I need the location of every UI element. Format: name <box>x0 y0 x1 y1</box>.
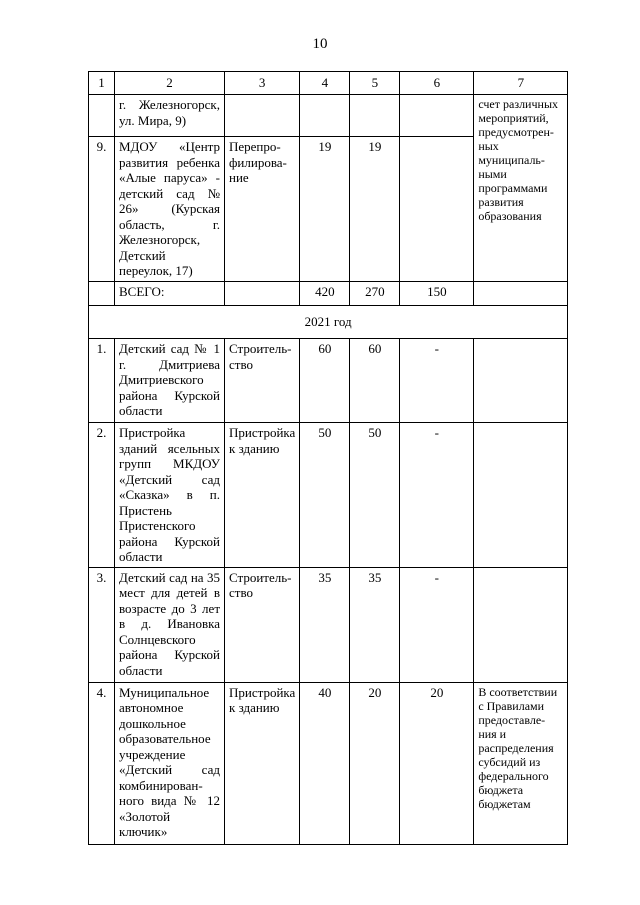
value-col4: 35 <box>300 567 350 682</box>
facility-name: МДОУ «Центр развития ребенка «Алые паруса» - детский сад № 26» (Курская область, г. Железногорск, Детский переулок, 17) <box>115 137 225 282</box>
header-cell: 6 <box>400 72 474 95</box>
facility-name: Муниципальное автономное дошкольное образовательное учреждение «Детский сад комбинирован-ного вида № 12 «Золотой ключик» <box>115 682 225 844</box>
table-row <box>89 339 568 423</box>
work-type: Перепро-филирова-ние <box>225 137 300 282</box>
value-col6: 20 <box>400 682 474 844</box>
work-type: Пристройка к зданию <box>225 423 300 568</box>
continuation-row <box>89 95 568 137</box>
row-number: 1. <box>89 339 115 423</box>
table-row <box>89 682 568 844</box>
year-heading: 2021 год <box>89 306 568 339</box>
facility-name: Пристройка зданий ясельных групп МКДОУ «Детский сад «Сказка» в п. Пристень Пристенского района Курской области <box>115 423 225 568</box>
value-col6: - <box>400 423 474 568</box>
row-number: 2. <box>89 423 115 568</box>
value-col5: 60 <box>350 339 400 423</box>
value-col5: 19 <box>350 137 400 282</box>
header-cell: 1 <box>89 72 115 95</box>
value-col5: 20 <box>350 682 400 844</box>
note-cell: счет различных мероприятий, предусмотрен-ных муниципаль-ными программами развития образования <box>474 95 568 282</box>
table-row <box>89 567 568 682</box>
note-cell <box>474 423 568 568</box>
work-type: Пристройка к зданию <box>225 682 300 844</box>
row-number: 9. <box>89 137 115 282</box>
total-label: ВСЕГО: <box>115 282 225 306</box>
value-col5: 50 <box>350 423 400 568</box>
page-number: 10 <box>312 36 328 52</box>
header-cell: 3 <box>225 72 300 95</box>
facility-name: Детский сад на 35 мест для детей в возрасте до 3 лет в д. Ивановка Солнцевского района Курской области <box>115 567 225 682</box>
value-col6: - <box>400 339 474 423</box>
value-col4: 40 <box>300 682 350 844</box>
facilities-table <box>88 71 568 845</box>
value-col6 <box>400 137 474 282</box>
row-number: 4. <box>89 682 115 844</box>
note-cell <box>474 339 568 423</box>
value-col4: 60 <box>300 339 350 423</box>
total-row <box>89 282 568 306</box>
header-cell: 4 <box>300 72 350 95</box>
note-cell <box>474 567 568 682</box>
facility-name: Детский сад № 1 г. Дмитриева Дмитриевского района Курской области <box>115 339 225 423</box>
total-col4: 420 <box>300 282 350 306</box>
total-col5: 270 <box>350 282 400 306</box>
row-number: 3. <box>89 567 115 682</box>
value-col4: 19 <box>300 137 350 282</box>
facility-name: г. Железногорск, ул. Мира, 9) <box>115 95 225 137</box>
header-row <box>89 72 568 95</box>
work-type: Строитель-ство <box>225 567 300 682</box>
year-heading-row <box>89 306 568 339</box>
header-cell: 7 <box>474 72 568 95</box>
value-col6: - <box>400 567 474 682</box>
header-cell: 5 <box>350 72 400 95</box>
note-cell: В соответствии с Правилами предоставле-ния и распределения субсидий из федерального бюджета бюджетам <box>474 682 568 844</box>
value-col5: 35 <box>350 567 400 682</box>
header-cell: 2 <box>115 72 225 95</box>
value-col4: 50 <box>300 423 350 568</box>
table-row <box>89 423 568 568</box>
total-col6: 150 <box>400 282 474 306</box>
work-type: Строитель-ство <box>225 339 300 423</box>
